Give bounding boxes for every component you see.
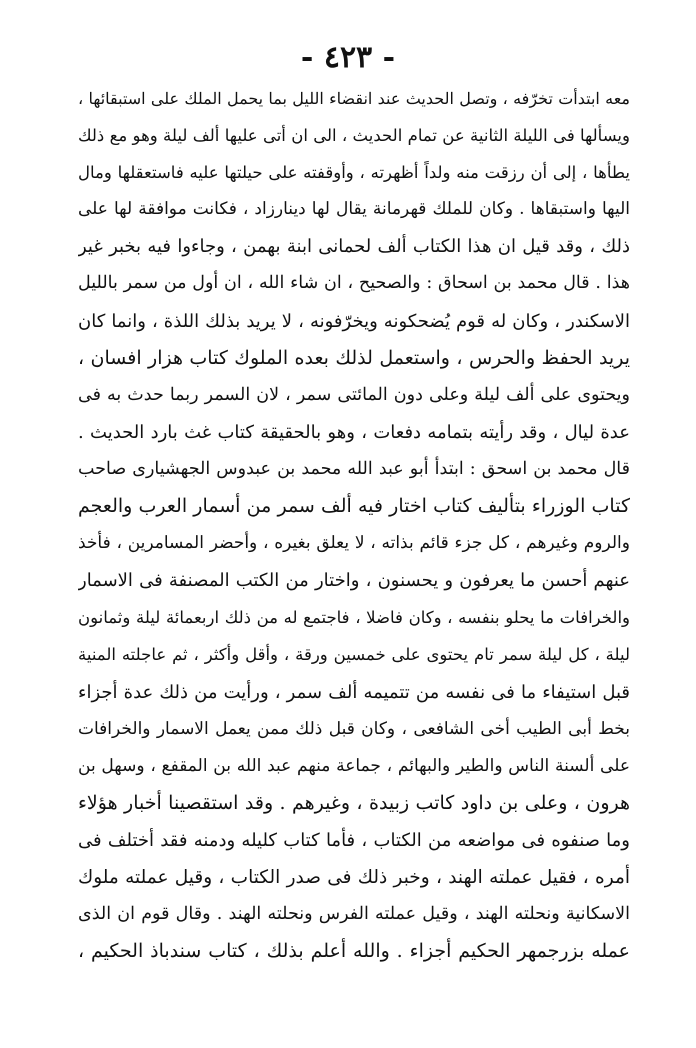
page-number: - ٤٢٣ - xyxy=(300,40,396,75)
text-line: وما صنفوه فى مواضعه من الكتاب ، فأما كتاب كليله ودمنه فقد أختلف فى xyxy=(78,829,630,851)
text-line: قال محمد بن اسحق : ابتدأ أبو عبد الله محمد بن عبدوس الجهشيارى صاحب xyxy=(78,458,630,479)
text-line: عدة ليال ، وقد رأيته بتمامه دفعات ، وهو بالحقيقة كتاب غث بارد الحديث . xyxy=(78,421,630,443)
body-text xyxy=(78,80,630,970)
text-line: ليلة ، كل ليلة سمر تام يحتوى على خمسين ورقة ، وأقل وأكثر ، ثم عاجلته المنية xyxy=(78,645,630,665)
text-line: عمله بزرجمهر الحكيم أجزاء . والله أعلم بذلك ، كتاب سندباذ الحكيم ، xyxy=(78,940,630,963)
text-line: ذلك ، وقد قيل ان هذا الكتاب ألف لحمانى ابنة بهمن ، وجاءوا فيه بخبر غير xyxy=(78,236,630,258)
text-line: الاسكانية ونحلته الهند ، وقيل عملته الفرس ونحلته الهند . وقال قوم ان الذى xyxy=(78,904,630,925)
text-line: بخط أبى الطيب أخى الشافعى ، وكان قبل ذلك ممن يعمل الاسمار والخرافات xyxy=(78,718,630,739)
text-line: هرون ، وعلى بن داود كاتب زبيدة ، وغيرهم . وقد استقصينا أخبار هؤلاء xyxy=(78,791,630,814)
text-line: يريد الحفظ والحرس ، واستعمل لذلك بعده الملوك كتاب هزار افسان ، xyxy=(78,346,630,369)
text-line: يطأها ، إلى أن رزقت منه ولداً أظهرته ، وأوقفته على حيلتها عليه فاستعقلها ومال xyxy=(78,163,630,183)
text-line: اليها واستبقاها . وكان للملك قهرمانة يقال لها دينارزاد ، فكانت موافقة لها على xyxy=(78,199,630,220)
text-line: أمره ، فقيل عملته الهند ، وخبر ذلك فى صدر الكتاب ، وقيل عملته ملوك xyxy=(78,866,630,888)
text-line: على ألسنة الناس والطير والبهائم ، جماعة منهم عبد الله بن المقفع ، وسهل بن xyxy=(78,755,630,776)
text-line: الاسكندر ، وكان له قوم يُضحكونه ويخرّفونه ، لا يريد بذلك اللذة ، وانما كان xyxy=(78,310,630,332)
text-line: هذا . قال محمد بن اسحاق : والصحيح ، ان شاء الله ، ان أول من سمر بالليل xyxy=(78,273,630,294)
text-line: والخرافات ما يحلو بنفسه ، وكان فاضلا ، فاجتمع له من ذلك اربعمائة ليلة وثمانون xyxy=(78,608,630,628)
text-line: ويسألها فى الليلة الثانية عن تمام الحديث ، الى ان أتى عليها ألف ليلة وهو مع ذلك xyxy=(78,126,630,146)
text-line: معه ابتدأت تخرّفه ، وتصل الحديث عند انقضاء الليل بما يحمل الملك على استبقائها ، xyxy=(78,89,630,108)
text-line: كتاب الوزراء بتأليف كتاب اختار فيه ألف سمر من أسمار العرب والعجم xyxy=(78,495,630,518)
text-line: عنهم أحسن ما يعرفون و يحسنون ، واختار من الكتب المصنفة فى الاسمار xyxy=(78,570,630,592)
text-line: ويحتوى على ألف ليلة وعلى دون المائتى سمر ، لان السمر ربما حدث به فى xyxy=(78,384,630,405)
text-line: قبل استيفاء ما فى نفسه من تتميمه ألف سمر ، ورأيت من ذلك عدة أجزاء xyxy=(78,681,630,703)
text-line: والروم وغيرهم ، كل جزء قائم بذاته ، لا يعلق بغيره ، وأحضر المسامرين ، فأخذ xyxy=(78,533,630,554)
